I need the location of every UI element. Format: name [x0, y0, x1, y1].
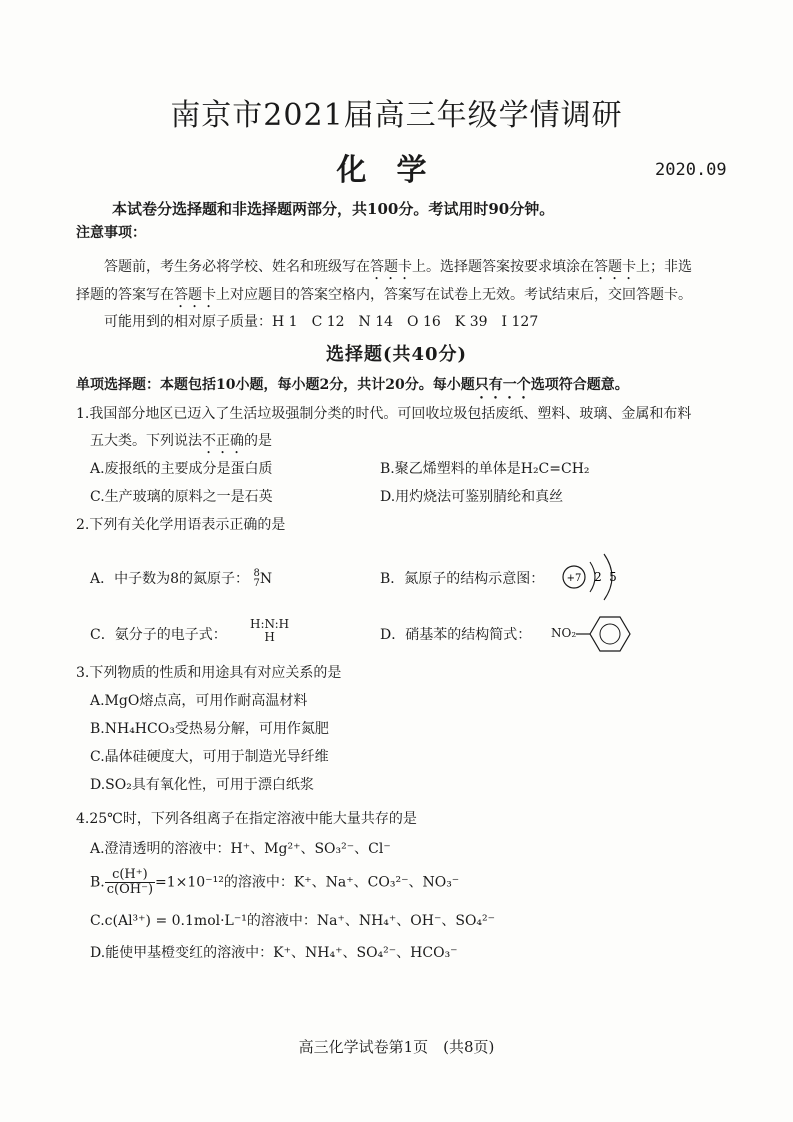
- benzene-inner-circle: [600, 624, 620, 644]
- nitrogen-atom-diagram: [560, 550, 640, 606]
- q4-stem: 4.25℃时，下列各组离子在指定溶液中能大量共存的是: [76, 811, 417, 827]
- section-instruction: 单项选择题：本题包括10小题，每小题2分，共计20分。每小题只有一个选项符合题意。: [76, 377, 629, 393]
- hydrogen-ratio-fraction: $\frac{c(H^+)}{c(OH^-)}$: [106, 867, 154, 897]
- q1-stem-line-2: 五大类。下列说法不正确的是: [90, 433, 272, 449]
- q1-option-d: D.用灼烧法可鉴别腈纶和真丝: [380, 489, 564, 505]
- q3-option-c: C.晶体硅硬度大，可用于制造光导纤维: [90, 749, 329, 765]
- nucleus-charge: +7: [566, 573, 582, 584]
- q3-option-d: D.SO₂具有氧化性，可用于漂白纸浆: [90, 777, 314, 793]
- nuclide-numbers: 8 7: [253, 568, 260, 589]
- ammonia-electron-formula: H:N:H H: [250, 617, 290, 644]
- q3-option-b: B.NH₄HCO₃受热易分解，可用作氮肥: [90, 721, 329, 737]
- q3-stem: 3.下列物质的性质和用途具有对应关系的是: [76, 665, 342, 681]
- section-title: 选择题(共40分): [325, 344, 468, 365]
- q1-option-a: A.废报纸的主要成分是蛋白质: [90, 461, 273, 477]
- q2-option-a: A．中子数为8的氮原子： 8 7 N: [90, 568, 273, 589]
- q1-stem-line-1: 1.我国部分地区已迈入了生活垃圾强制分类的时代。可回收垃圾包括废纸、塑料、玻璃、金属和布料: [76, 406, 692, 422]
- q2-stem: 2.下列有关化学用语表示正确的是: [76, 517, 286, 533]
- q1-option-c: C.生产玻璃的原料之一是石英: [90, 489, 273, 505]
- exam-intro: 本试卷分选择题和非选择题两部分，共100分。考试用时90分钟。: [112, 200, 555, 218]
- benzene-ring-diagram: [576, 612, 634, 656]
- notice-line-2: 择题的答案写在答题卡上对应题目的答案空格内，答案写在试卷上无效。考试结束后，交回答题卡。: [76, 287, 692, 303]
- shell-1-electrons: 2: [594, 570, 602, 584]
- q2-option-d: D．硝基苯的结构简式：: [380, 627, 532, 643]
- nitro-group-label: NO₂: [551, 626, 577, 640]
- q4-option-c: C.c(Al³⁺) = 0.1mol·L⁻¹的溶液中：Na⁺、NH₄⁺、OH⁻、SO₄²⁻: [90, 913, 496, 929]
- page-footer: 高三化学试卷第1页 (共8页): [298, 1038, 495, 1056]
- benzene-hexagon: [590, 617, 630, 651]
- q4-option-b: B. $\frac{c(H^+)}{c(OH^-)}$ =1×10⁻¹²的溶液中：K⁺、Na⁺、CO₃²⁻、NO₃⁻: [90, 867, 460, 897]
- subject-title: 化学: [336, 153, 457, 188]
- notice-heading: 注意事项：: [76, 225, 146, 241]
- q2-option-c: C．氨分子的电子式：: [90, 627, 227, 643]
- notice-line-1: 答题前，考生务必将学校、姓名和班级写在答题卡上。选择题答案按要求填涂在答题卡上；非选: [104, 259, 692, 275]
- atomic-masses: 可能用到的相对原子质量：H 1 C 12 N 14 O 16 K 39 I 127: [104, 314, 539, 330]
- q4-option-a: A.澄清透明的溶液中：H⁺、Mg²⁺、SO₃²⁻、Cl⁻: [90, 841, 391, 857]
- q4-option-d: D.能使甲基橙变红的溶液中：K⁺、NH₄⁺、SO₄²⁻、HCO₃⁻: [90, 945, 458, 961]
- exam-title: 南京市2021届高三年级学情调研: [170, 98, 623, 133]
- q3-option-a: A.MgO熔点高，可用作耐高温材料: [90, 693, 308, 709]
- q2-option-b: B．氮原子的结构示意图：: [380, 571, 545, 587]
- q1-option-b: B.聚乙烯塑料的单体是H₂C=CH₂: [380, 461, 590, 477]
- shell-2-electrons: 5: [609, 570, 617, 584]
- exam-date: 2020.09: [655, 160, 727, 180]
